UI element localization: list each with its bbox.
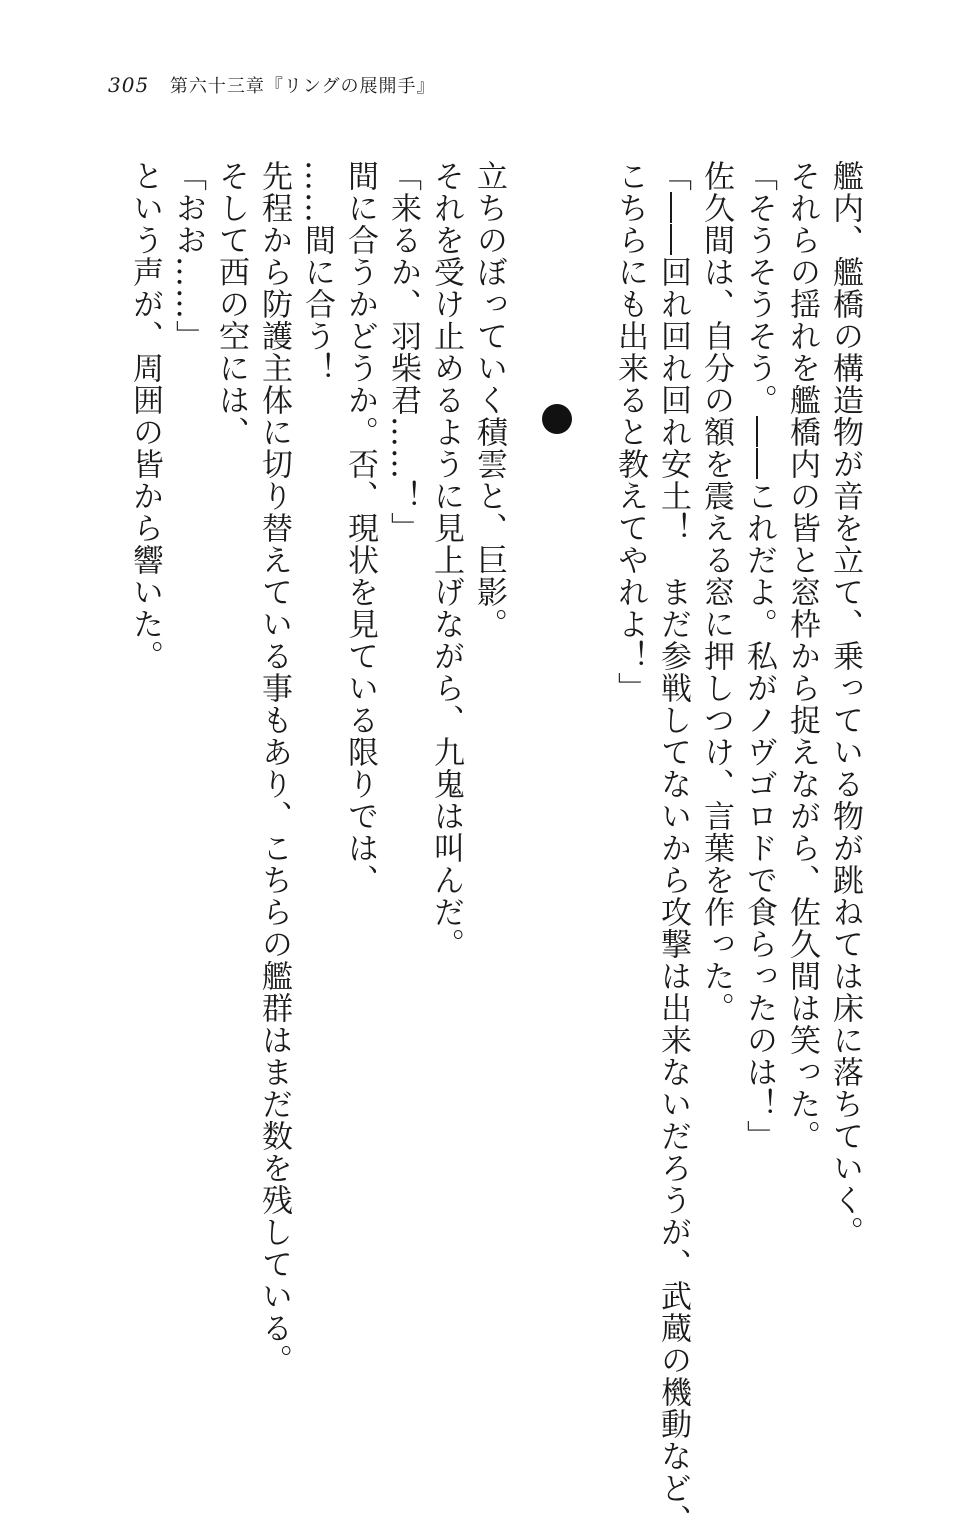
text-column: 間に合うかどうか。否、現状を見ている限りでは、	[342, 160, 378, 896]
text-column: 艦内、艦橋の構造物が音を立て、乗っている物が跳ねては床に落ちていく。	[827, 160, 863, 1248]
chapter-title: 第六十三章『リングの展開手』	[169, 76, 436, 97]
text-column: 佐久間は、自分の額を震える窓に押しつけ、言葉を作った。	[698, 160, 734, 1024]
text-column: 先程から防護主体に切り替えている事もあり、こちらの艦群はまだ数を残している。	[256, 160, 292, 1376]
text-column: ……間に合う！	[299, 160, 335, 384]
text-column: 「――回れ回れ回れ安土！ まだ参戦してないから攻撃は出来ないだろうが、武蔵の機動など、	[655, 160, 691, 1536]
page-number: 305	[108, 73, 150, 97]
text-column: 「おお……」	[170, 160, 206, 352]
text-column: 立ちのぼっていく積雲と、巨影。	[471, 160, 507, 640]
page-header	[108, 72, 436, 98]
text-column: 「来るか、羽柴君……！」	[385, 160, 421, 544]
text-column: こちらにも出来ると教えてやれよ！」	[612, 160, 648, 704]
text-column: それらの揺れを艦橋内の皆と窓枠から捉えながら、佐久間は笑った。	[784, 160, 820, 1152]
text-column: それを受け止めるように見上げながら、九鬼は叫んだ。	[428, 160, 464, 960]
section-break-bullet	[542, 404, 572, 434]
text-column: 「そうそうそう。――これだよ。私がノヴゴロドで食らったのは！」	[741, 160, 777, 1152]
text-column: という声が、周囲の皆から響いた。	[127, 160, 163, 672]
text-column: そして西の空には、	[213, 160, 249, 448]
